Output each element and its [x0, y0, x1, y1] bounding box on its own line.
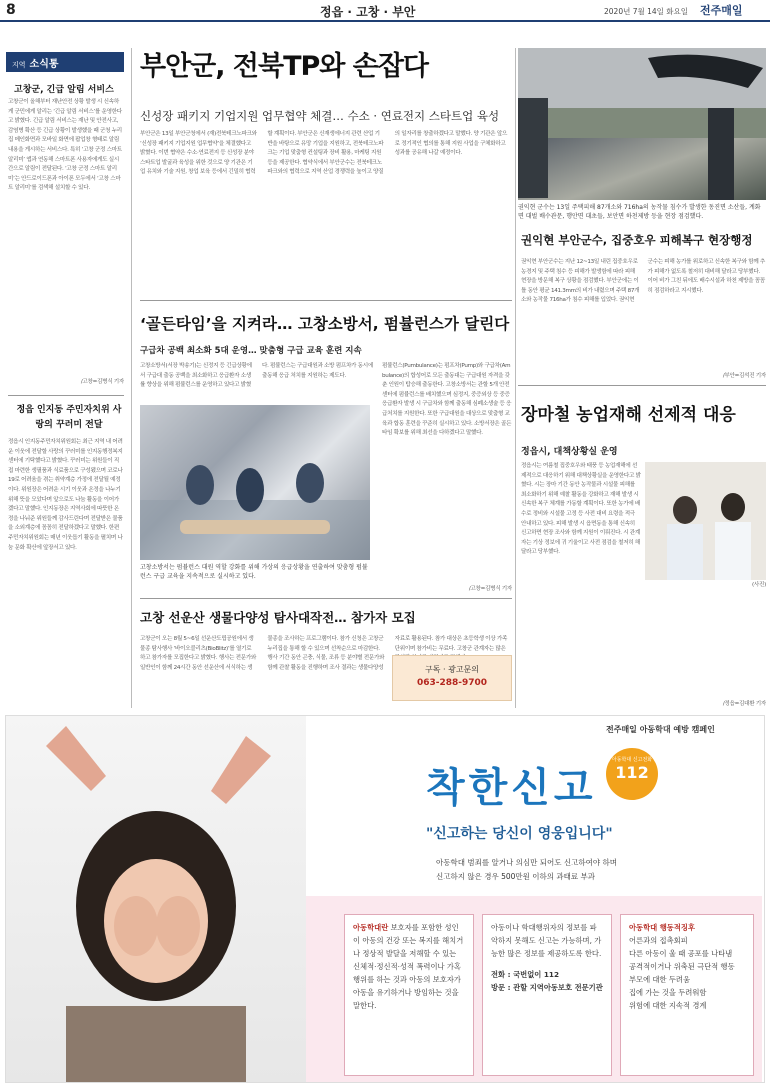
ad-box2-text: 아동이나 학대행위자의 정보를 파악하지 못해도 신고는 가능하며, 가능한 많은 정보를 제공하도록 한다. [491, 923, 602, 958]
ad-badge [606, 748, 658, 800]
rain-body: 정읍시는 여름철 집중호우와 태풍 등 농업재해에 선제적으로 대응하기 위해 대책상황실을 운영한다고 밝혔다. 시는 장마 기간 동안 농작물과 시설물 피해를 최소화하기 위해 예찰 활동을 강화하고 재해 발생 시 신속한 복구 체계를 가동할 계획이다. 또한 농가에 배수로 정비와 시설물 고정 등 사전 대비 요령을 적극 안내하고 있다. 피해 발생 시 읍면동을 통해 신속히 신고하면 현장 조사와 함께 지원이 이뤄진다. 시 관계자는 기상 정보에 귀 기울이고 사전 점검을 철저히 해 달라고 당부했다. [521, 463, 641, 556]
flood-headline: 권익현 부안군수, 집중호우 피해복구 현장행정 [521, 233, 753, 247]
rain-headline: 장마철 농업재해 선제적 대응 [521, 405, 736, 425]
ad-badge-number: 112 [615, 763, 649, 782]
rain-staff-photo [645, 462, 766, 580]
sidebar-item1-title: 고창군, 긴급 알림 서비스 [14, 85, 114, 95]
rain-subhead: 정읍시, 대책상황실 운영 [521, 447, 618, 457]
sidebar-item2-body: 정읍시 인지동주민자치위원회는 최근 지역 내 어려운 이웃에 전달할 사랑의 꾸러미를 인지동행정복지센터에 기탁했다고 밝혔다. 꾸러미는 위원들이 직접 마련한 생필품과 식료품으로 구성됐으며 코로나19로 어려움을 겪는 취약계층 가정에 전달될 예정이다. 위원장은 어려운 시기 이웃과 온정을 나누기 위해 뜻을 모았다며 앞으로도 나눔 활동을 이어가겠다고 말했다. 인지동장은 지역사회에 따뜻한 온정을 나눠준 위원들께 감사드린다며 전달받은 물품을 소외계층에 꼼꼼히 전달하겠다고 말했다. 한편 주민자치위원회는 매년 이웃돕기 활동을 펼치며 나눔 문화 확산에 앞장서고 있다. [8, 439, 123, 551]
subscription-label: 구독 · 광고문의 [425, 665, 479, 674]
campaign-photo [6, 716, 306, 1082]
sidebar-item1-body: 고창군이 올해부터 재난안전 상황 발생 시 신속하게 군민에게 알리는 ‘긴급 알림 서비스’를 운영한다고 밝혔다. 긴급 알림 서비스는 재난 및 안전사고, 감염병 확산 등 긴급 상황이 발생했을 때 군청 누리집 메인화면과 모바일 화면에 팝업창 형태로 알림 내용을 게시하는 서비스다. 특히 ‘고창 군정 스마트 알리미’ 앱과 연동해 스마트폰 사용자에게도 실시간으로 알림이 전달된다. ‘고창 군정 스마트 알리미’는 안드로이드폰과 아이폰 모두에서 ‘고창 스마트 알리미’를 검색해 설치할 수 있다. [8, 99, 122, 192]
rain-byline: /정읍=김대환 기자 [722, 701, 766, 707]
flood-inspection-photo [518, 48, 766, 200]
eco-body: 고창군이 오는 8월 5~6일 선운산도립공원에서 생물종 탐사행사 ‘바이오블리츠(BioBlitz)’를 열기로 하고 참가자를 모집한다고 밝혔다. 행사는 전문가와 일반인이 함께 24시간 동안 선운산에 서식하는 생물종을 조사하는 프로그램이다. 참가 신청은 고창군 누리집을 통해 할 수 있으며 선착순으로 마감한다. 행사 기간 동안 곤충, 식물, 조류 등 분야별 전문가와 함께 관찰 활동을 진행하며 조사 결과는 생물다양성 자료로 활용된다. 참가 대상은 초등학생 이상 가족 단위이며 참가비는 무료다. 고창군 관계자는 많은 [140, 636, 508, 671]
ad-box3-title: 아동학대 행동적징후 [629, 923, 695, 932]
subscription-phone: 063-288-9700 [416, 678, 488, 688]
main-subhead: 신성장 패키지 기업지원 업무협약 체결… 수소 · 연료전지 스타트업 육성 [140, 109, 500, 123]
child-abuse-campaign-ad [5, 715, 765, 1083]
ad-box2-visit: 방문 : 관할 지역아동보호 전문기관 [491, 983, 603, 992]
staff-illustration [645, 462, 766, 580]
fire-subhead: 구급차 공백 최소화 5대 운영… 맞춤형 구급 교육 훈련 지속 [140, 346, 362, 356]
ad-box-signs [620, 914, 754, 1076]
ad-sign-item: 다른 아동이 울 때 공포를 나타냄 [629, 949, 733, 958]
fire-headline: ‘골든타임’을 지켜라… 고창소방서, 펌뷸런스가 달린다 [140, 315, 510, 333]
subscription-box [392, 655, 512, 701]
ad-slogan: "신고하는 당신이 영웅입니다" [426, 826, 613, 842]
main-body: 부안군은 13일 부안군청에서 (재)전북테크노파크와 ‘신성장 패키지 기업지원 업무협약’을 체결했다고 밝혔다. 이번 협약은 수소·연료전지 등 신성장 분야 스타트업 발굴과 육성을 위한 것으로 양 기관은 기업 유치와 기술 지원, 창업 보육 등에서 긴밀히 협력할 계획이다. 부안군은 신재생에너지 관련 산업 기반을 바탕으로 유망 기업을 지원하고, 전북테크노파크는 기업 맞춤형 컨설팅과 장비 활용, 마케팅 지원 등을 제공한다. 협약식에서 부안군수는 전북테크노파크와의 협력으로 지역 산업 경쟁력을 높이고 양질의 일자리를 창출하겠다고 말했다. 양 기관은 앞으로 정기적인 협의를 통해 지원 사업을 구체화하고 성과를 공유해 나갈 예정이다. [140, 131, 508, 176]
fire-body2: 펌뷸런스(Pumbulance)는 펌프차(Pump)와 구급차(Ambulance)의 합성어로 모든 출동대는 구급대원 자격을 갖춘 인원이 탑승해 출동한다. 고창소방서는 관할 5개 안전센터에 펌뷸런스를 배치했으며 심정지, 중증외상 등 중증 응급환자 발생 시 구급차와 함께 출동해 심폐소생술 등 응급처치를 지원한다. 또한 구급대원을 대상으로 맞춤형 교육과 합동 훈련을 꾸준히 실시하고 있다. 소방서장은 골든타임 확보를 위해 최선을 다하겠다고 말했다. [382, 363, 512, 437]
ad-sign-item: 공격적이거나 위축된 극단적 행동 [629, 962, 735, 971]
ad-badge-label: 아동학대 신고전화 [611, 757, 653, 763]
ad-box-definition [344, 914, 474, 1076]
ad-sign-item: 어른과의 접촉회피 [629, 936, 688, 945]
rain-photo-credit: (사진) [752, 582, 766, 588]
sidebar-item2-title: 정읍 인지동 주민자치위 사랑의 꾸러미 전달 [16, 405, 122, 430]
sidebar-header: 지역 소식통 [6, 52, 124, 72]
flood-body: 권익현 부안군수는 지난 12~13일 내린 집중호우로 농경지 및 주택 침수 등 피해가 발생함에 따라 피해 현장을 방문해 복구 상황을 점검했다. 부안군에는 이틀 동안 평균 141.3mm의 비가 내렸으며 주택 87개소와 농작물 716ha가 침수 피해를 입었다. 권익현 군수는 피해 농가를 위로하고 신속한 복구와 함께 추가 피해가 없도록 철저히 대비해 달라고 당부했다. 이어 비가 그친 뒤에도 배수시설과 하천 제방을 꼼꼼히 점검하라고 지시했다. [521, 259, 766, 304]
page-number: 8 [6, 2, 16, 18]
ad-box2-phone: 전화 : 국번없이 112 [491, 970, 560, 979]
issue-date: 2020년 7월 14일 화요일 [604, 7, 689, 16]
ad-campaign-line: 전주매일 아동학대 예방 캠페인 [606, 725, 715, 734]
eco-headline: 고창 선운산 생물다양성 탐사대작전… 참가자 모집 [140, 610, 416, 625]
page-header [0, 0, 770, 22]
newspaper-brand: 전주매일 [700, 4, 743, 17]
ad-sign-item: 위험에 대한 지속적 경계 [629, 1001, 707, 1010]
fire-photo-caption: 고창소방서는 펌뷸런스 대원 역할 강화를 위해 가상의 응급상황을 연출하여 맞춤형 펌뷸런스 구급 교육을 지속적으로 실시하고 있다. [140, 564, 368, 580]
ad-box1-title: 아동학대란 [353, 923, 389, 932]
ad-intro-2: 신고하지 않은 경우 500만원 이하의 과태료 부과 [436, 872, 596, 881]
sidebar-item1-byline: /고창=김병식 기자 [80, 379, 124, 385]
fire-body1: 고창소방서(서장 박송기)는 신정지 등 긴급상황에서 구급대 출동 공백을 최소화하고 응급환자 소생률 향상을 위해 펌뷸런스를 운영하고 있다고 밝혔다. 펌뷸런스는 구급대원과 소방 펌프차가 동시에 출동해 응급 처치를 지원하는 제도다. [140, 363, 373, 389]
section-title: 정읍 · 고창 · 부안 [320, 5, 416, 19]
ad-sign-item: 부모에 대한 두려움 [629, 975, 691, 984]
fire-training-photo [140, 405, 370, 560]
ad-intro-1: 아동학대 범죄를 알거나 의심만 되어도 신고하여야 하며 [436, 858, 617, 867]
ad-box1-text: 보호자를 포함한 성인이 아동의 건강 또는 복지를 해치거나 정상적 발달을 저해할 수 있는 신체적·정신적·성적 폭력이나 가혹행위를 하는 것과 아동의 보호자가 아동을 유기하거나 방임하는 것을 말한다. [353, 923, 464, 1010]
ad-title: 착한신고 [426, 765, 597, 811]
main-headline: 부안군, 전북TP와 손잡다 [140, 51, 429, 82]
flood-byline: /부안=김석진 기자 [722, 373, 766, 379]
rescuers-illustration [140, 405, 370, 560]
flood-photo-caption: 권익현 군수는 13일 주택피해 87개소와 716ha의 농작물 침수가 발생한 동진면 소산들, 계화면 대벌 배수관문, 행안면 대초들, 보안면 하천제방 등을 현장 점검했다. [518, 204, 761, 220]
ad-box-report [482, 914, 612, 1076]
crying-child-illustration [6, 716, 306, 1082]
fire-byline: /고창=김병식 기자 [468, 586, 512, 592]
officials-illustration [518, 48, 766, 200]
ad-sign-item: 집에 가는 것을 두려워함 [629, 988, 707, 997]
